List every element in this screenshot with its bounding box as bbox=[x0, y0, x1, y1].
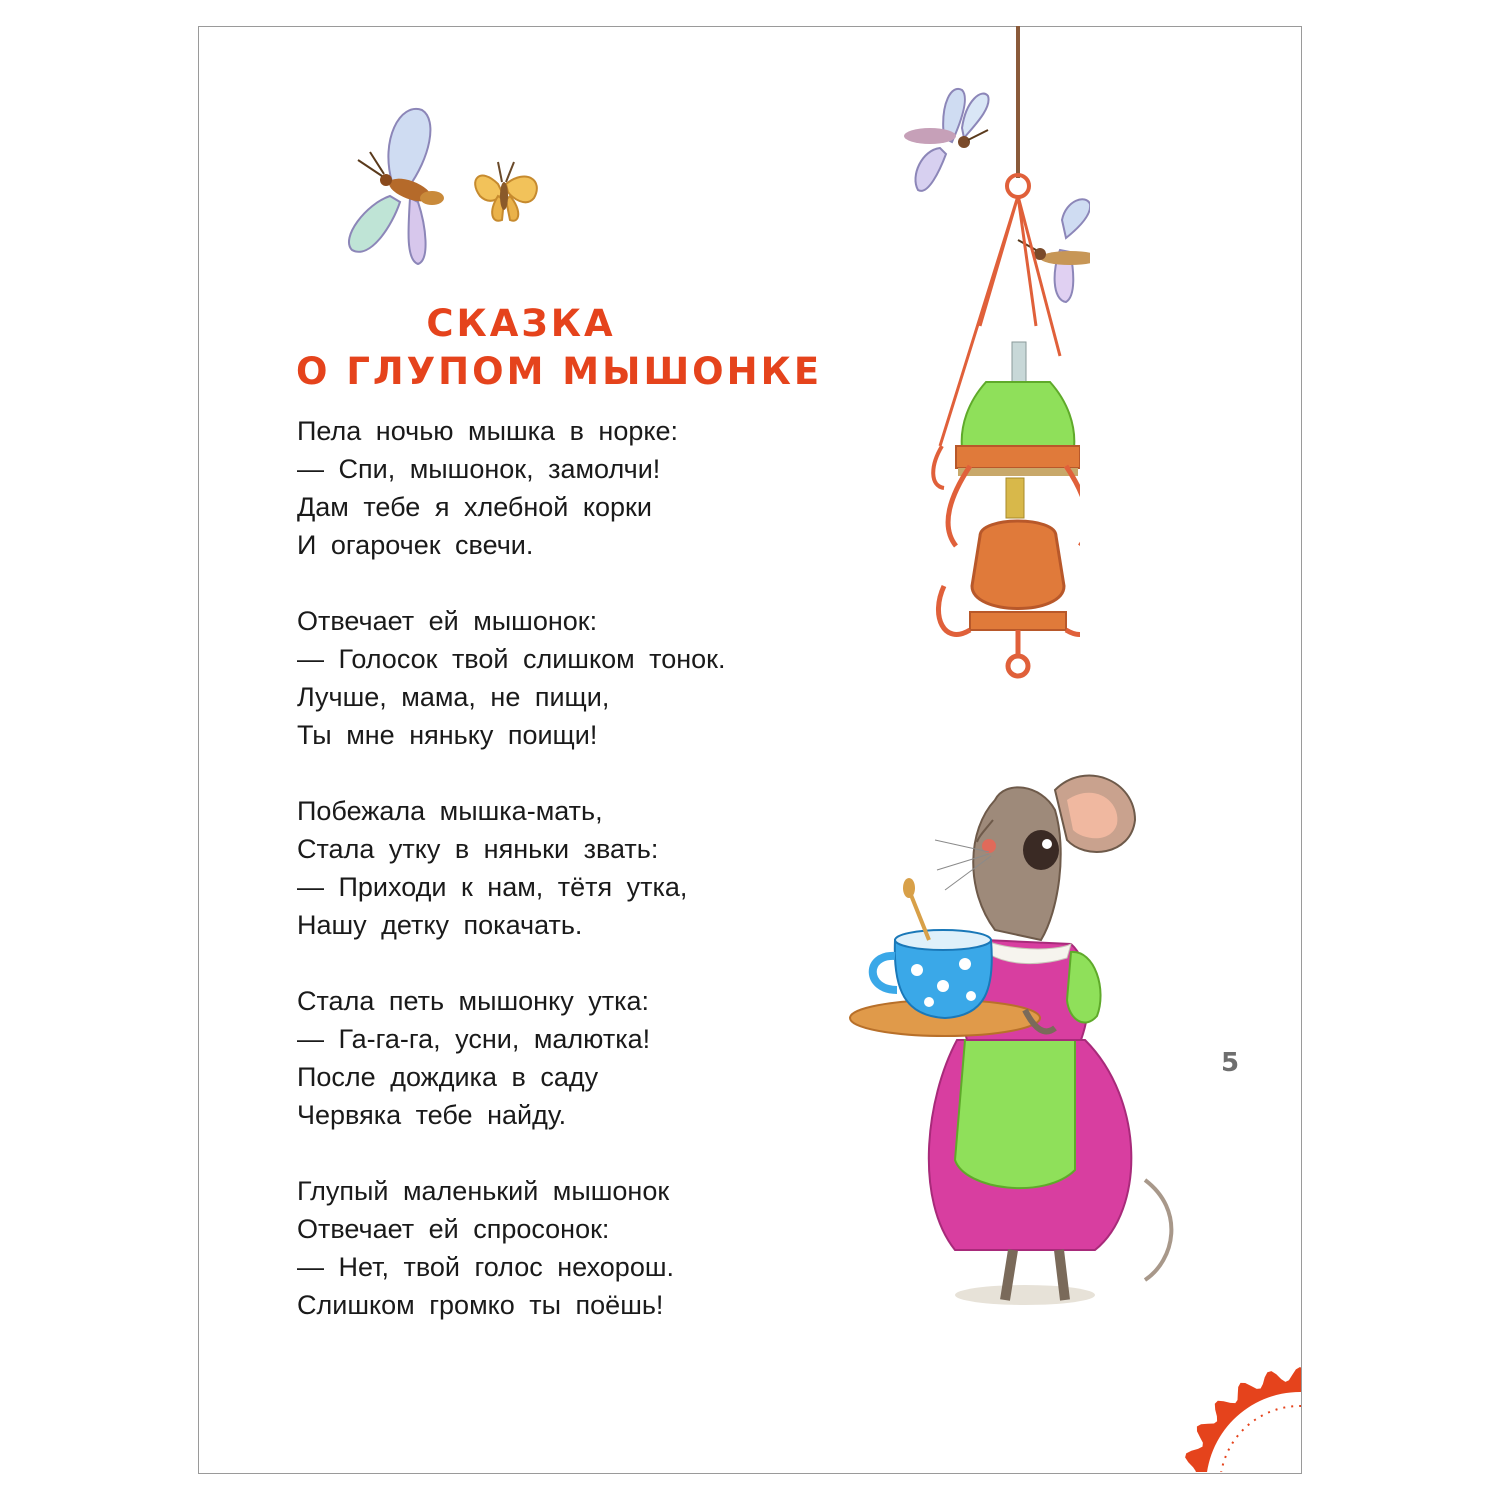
poem-line: — Спи, мышонок, замолчи! bbox=[297, 454, 661, 484]
poem-line: Лучше, мама, не пищи, bbox=[297, 682, 610, 712]
poem-stanza bbox=[297, 412, 725, 564]
poem-line: И огарочек свечи. bbox=[297, 530, 534, 560]
page-number: 5 bbox=[1220, 1048, 1240, 1078]
poem-line: Ты мне няньку поищи! bbox=[297, 720, 598, 750]
poem-line: Отвечает ей мышонок: bbox=[297, 606, 598, 636]
moth-icon bbox=[349, 109, 444, 264]
poem-line: После дождика в саду bbox=[297, 1062, 599, 1092]
poem-line: Стала петь мышонку утка: bbox=[297, 986, 649, 1016]
poem-line: Червяка тебе найду. bbox=[297, 1100, 567, 1130]
moth-icon bbox=[475, 162, 537, 221]
moths-left-illustration bbox=[330, 100, 560, 280]
poem-title-line-1: СКАЗКА bbox=[426, 302, 616, 345]
poem-line: Дам тебе я хлебной корки bbox=[297, 492, 652, 522]
poem-stanza bbox=[297, 792, 725, 944]
poem-line: Отвечает ей спросонок: bbox=[297, 1214, 610, 1244]
poem-line: Стала утку в няньки звать: bbox=[297, 834, 659, 864]
poem-line: Слишком громко ты поёшь! bbox=[297, 1290, 664, 1320]
poem-stanza bbox=[297, 982, 725, 1134]
poem-title bbox=[296, 300, 823, 396]
poem-line: — Приходи к нам, тётя утка, bbox=[297, 872, 688, 902]
poem-line: Пела ночью мышка в норке: bbox=[297, 416, 678, 446]
poem-line: — Голосок твой слишком тонок. bbox=[297, 644, 726, 674]
mouse-illustration bbox=[845, 740, 1205, 1320]
poem-stanza bbox=[297, 1172, 725, 1324]
poem-line: Нашу детку покачать. bbox=[297, 910, 583, 940]
poem-line: Побежала мышка-мать, bbox=[297, 796, 603, 826]
poem-line: — Га-га-га, усни, малютка! bbox=[297, 1024, 651, 1054]
poem-body bbox=[297, 412, 725, 1362]
poem-title-line-2: О ГЛУПОМ МЫШОНКЕ bbox=[296, 350, 823, 393]
poem-stanza bbox=[297, 602, 725, 754]
poem-line: Глупый маленький мышонок bbox=[297, 1176, 670, 1206]
page-number-badge bbox=[1150, 1310, 1301, 1472]
hanging-lamp-illustration bbox=[900, 26, 1080, 686]
poem-line: — Нет, твой голос нехорош. bbox=[297, 1252, 674, 1282]
